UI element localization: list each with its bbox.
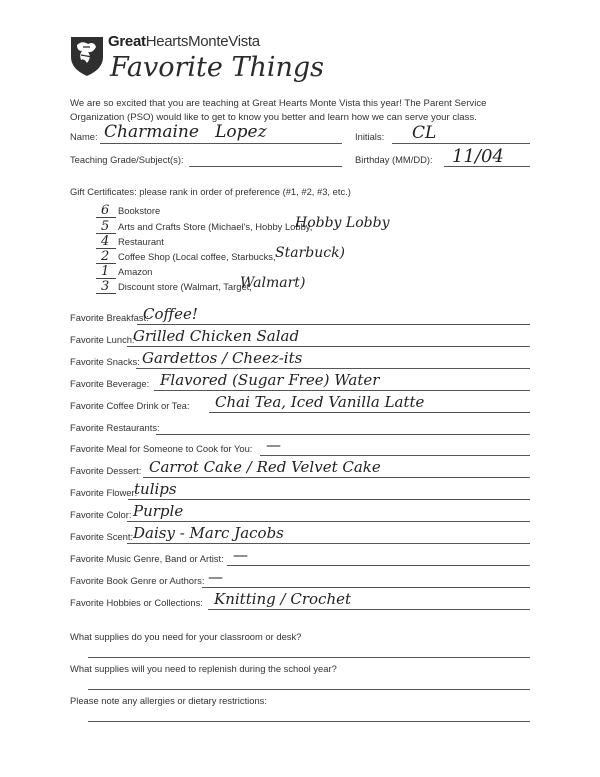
favorite-value: — (233, 545, 248, 564)
brand-bold: Great (108, 33, 146, 50)
favorite-value: Flavored (Sugar Free) Water (160, 370, 380, 389)
favorite-label: Favorite Dessert: (70, 465, 142, 477)
answer-line (208, 609, 530, 610)
favorite-label: Favorite Snacks: (70, 355, 140, 367)
gift-heading: Gift Certificates: please rank in order of preference (#1, #2, #3, etc.) (70, 186, 351, 197)
favorite-label: Favorite Flower: (70, 487, 138, 499)
gift-rank-note: Walmart) (240, 275, 306, 291)
favorite-label: Favorite Music Genre, Band or Artist: (70, 552, 224, 564)
favorite-value: tulips (134, 480, 177, 499)
favorite-label: Favorite Book Genre or Authors: (70, 574, 205, 586)
favorite-value: Chai Tea, Iced Vanilla Latte (215, 392, 425, 411)
answer-line (209, 412, 530, 413)
gift-rank-note: Starbuck) (275, 245, 346, 261)
favorite-label: Favorite Beverage: (70, 377, 150, 389)
gift-rank-value: 1 (101, 264, 110, 279)
favorite-value: Grilled Chicken Salad (133, 326, 300, 345)
answer-line (88, 657, 530, 658)
gift-rank-label: Discount store (Walmart, Target, (118, 281, 252, 292)
brand-name: HeartsMonteVista (145, 33, 260, 50)
birthday-value: 11/04 (452, 146, 504, 167)
answer-line (127, 521, 530, 522)
favorite-label: Favorite Coffee Drink or Tea: (70, 399, 190, 411)
answer-line (127, 346, 530, 347)
favorite-label: Favorite Color: (70, 509, 132, 521)
gift-rank-value: 3 (101, 279, 110, 294)
answer-line (227, 565, 530, 566)
initials-label: Initials: (355, 131, 385, 142)
favorite-value: Daisy - Marc Jacobs (133, 524, 284, 542)
favorite-value: Carrot Cake / Red Velvet Cake (149, 458, 381, 477)
favorite-label: Favorite Restaurants: (70, 421, 160, 433)
favorite-value: Purple (133, 502, 184, 521)
question-label: What supplies will you need to replenish during the school year? (70, 663, 337, 674)
answer-line (143, 477, 530, 478)
answer-line (202, 587, 530, 588)
answer-line (136, 368, 530, 369)
question-label: What supplies do you need for your classroom or desk? (70, 631, 302, 642)
gift-rank-label: Amazon (118, 266, 153, 277)
grade-label: Teaching Grade/Subject(s): (70, 154, 184, 165)
favorite-label: Favorite Hobbies or Collections: (70, 596, 203, 608)
favorite-label: Favorite Breakfast: (70, 312, 149, 323)
shield-logo-icon (68, 33, 106, 77)
favorite-label: Favorite Lunch: (70, 333, 135, 345)
gift-rank-label: Bookstore (118, 205, 161, 216)
favorite-label: Favorite Scent: (70, 531, 134, 542)
name-label: Name: (70, 131, 98, 142)
name-value: Charmaine Lopez (104, 122, 267, 142)
favorite-label: Favorite Meal for Someone to Cook for You: (70, 443, 253, 455)
answer-line (260, 455, 530, 456)
favorite-value: Knitting / Crochet (214, 589, 352, 608)
question-label: Please note any allergies or dietary restrictions: (70, 695, 267, 706)
gift-rank-value: 6 (101, 203, 110, 218)
answer-line (128, 499, 530, 500)
answer-line (127, 543, 530, 544)
gift-rank-label: Coffee Shop (Local coffee, Starbucks, (118, 251, 276, 262)
answer-line (88, 721, 530, 722)
favorite-value: — (266, 436, 281, 455)
gift-rank-value: 4 (101, 234, 110, 249)
answer-line (156, 434, 530, 435)
header (68, 33, 368, 93)
birthday-label: Birthday (MM/DD): (355, 154, 433, 165)
page-title: Favorite Things (110, 52, 325, 83)
intro-text: We are so excited that you are teaching at Great Hearts Monte Vista this year! The Parent Service Organization (PSO) would like to get to know you better and learn how we can serve your class. (70, 98, 487, 123)
answer-line (137, 324, 530, 325)
gift-rank-value: 2 (101, 249, 110, 264)
initials-value: CL (412, 123, 437, 143)
answer-line (88, 689, 530, 690)
favorite-value: — (208, 567, 223, 586)
answer-line (154, 390, 530, 391)
favorite-value: Coffee! (143, 305, 198, 323)
gift-rank-value: 5 (101, 219, 110, 234)
favorite-value: Gardettos / Cheez-its (142, 348, 303, 367)
gift-rank-note: Hobby Lobby (295, 215, 390, 231)
gift-rank-label: Restaurant (118, 236, 164, 247)
gift-rank-label: Arts and Crafts Store (Michael's, Hobby Lobby, (118, 221, 313, 232)
